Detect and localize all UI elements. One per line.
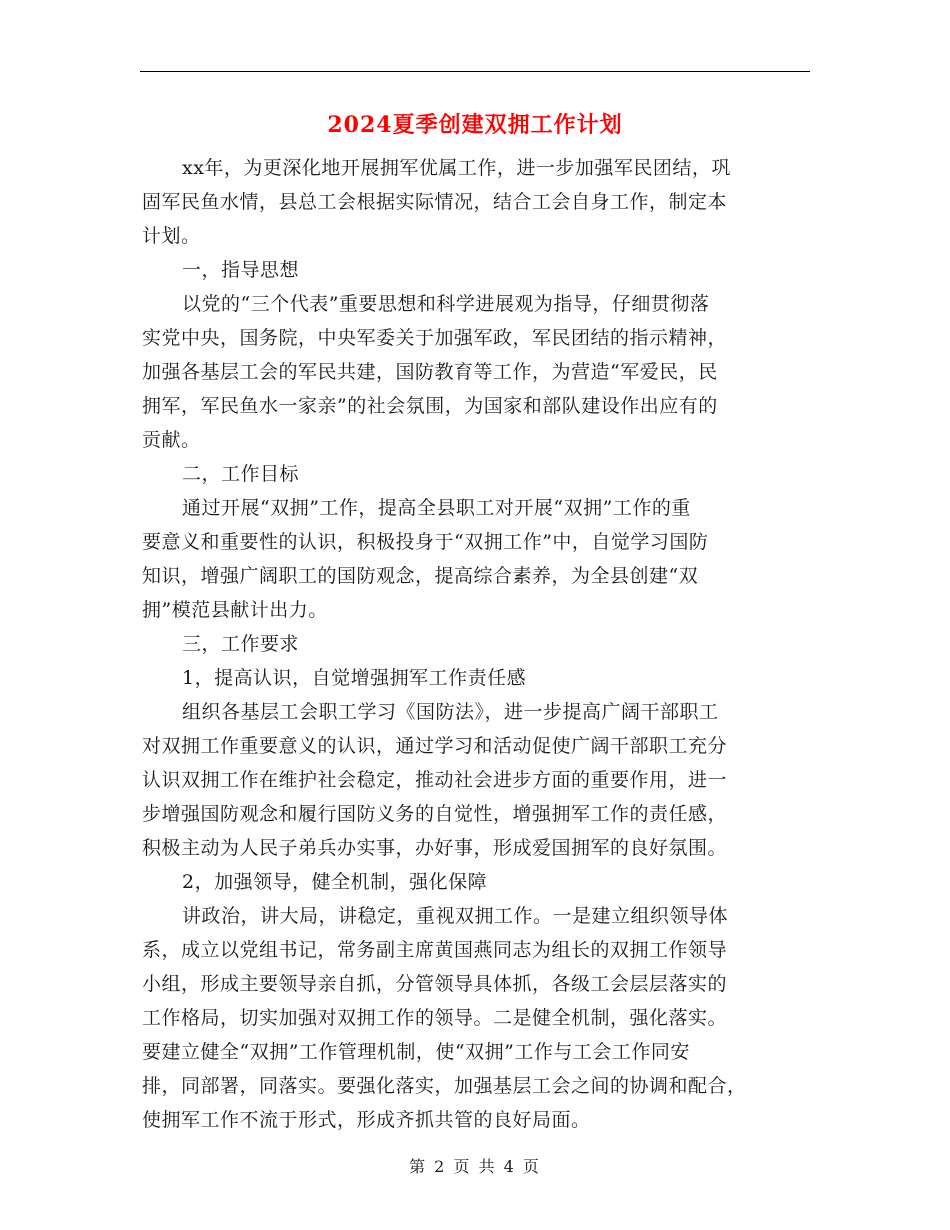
page-footer: 第 2 页 共 4 页 (409, 1157, 541, 1176)
subsection-heading-1: 1，提高认识，自觉增强拥军工作责任感 (182, 667, 527, 689)
text-line: 步增强国防观念和履行国防义务的自觉性，增强拥军工作的责任感， (142, 803, 728, 825)
text-line: 加强各基层工会的军民共建，国防教育等工作，为营造“军爱民，民 (142, 361, 718, 383)
text-line: 系，成立以党组书记，常务副主席黄国燕同志为组长的双拥工作领导 (142, 939, 728, 961)
text-line: 对双拥工作重要意义的认识，通过学习和活动促使广阔干部职工充分 (142, 735, 728, 757)
section-heading-3: 三，工作要求 (182, 633, 300, 655)
text-line: 实党中央，国务院，中央军委关于加强军政，军民团结的指示精神， (142, 327, 728, 349)
text-line: 组织各基层工会职工学习《国防法》，进一步提高广阔干部职工 (182, 701, 719, 723)
text-line: 要建立健全“双拥”工作管理机制，使“双拥”工作与工会工作同安 (142, 1041, 690, 1063)
text-line: 积极主动为人民子弟兵办实事，办好事，形成爱国拥军的良好氛围。 (142, 837, 728, 859)
section-heading-1: 一，指导思想 (182, 259, 300, 281)
text-line: 固军民鱼水情，县总工会根据实际情况，结合工会自身工作，制定本 (142, 191, 728, 213)
text-line: 要意义和重要性的认识，积极投身于“双拥工作”中，自觉学习国防 (142, 531, 709, 553)
text-line: 讲政治，讲大局，讲稳定，重视双拥工作。一是建立组织领导体 (182, 905, 729, 927)
section-heading-2: 二，工作目标 (182, 463, 300, 485)
text-line: 小组，形成主要领导亲自抓，分管领导具体抓，各级工会层层落实的 (142, 973, 728, 995)
text-line: 以党的“三个代表”重要思想和科学进展观为指导，仔细贯彻落 (182, 293, 710, 315)
text-line: 拥”模范县献计出力。 (142, 599, 328, 621)
subsection-heading-2: 2，加强领导，健全机制，强化保障 (182, 871, 488, 893)
text-line: 计划。 (142, 225, 201, 247)
text-line: 知识，增强广阔职工的国防观念，提高综合素养，为全县创建“双 (142, 565, 699, 587)
text-line: 通过开展“双拥”工作，提高全县职工对开展“双拥”工作的重 (182, 497, 691, 519)
header-rule (140, 71, 810, 72)
text-line: 贡献。 (142, 429, 201, 451)
text-line: 拥军，军民鱼水一家亲”的社会氛围，为国家和部队建设作出应有的 (142, 395, 718, 417)
text-line: xx年，为更深化地开展拥军优属工作，进一步加强军民团结，巩 (182, 157, 731, 179)
text-line: 排，同部署，同落实。要强化落实，加强基层工会之间的协调和配合， (142, 1075, 747, 1097)
document-body (142, 151, 810, 1137)
text-line: 认识双拥工作在维护社会稳定，推动社会进步方面的重要作用，进一 (142, 769, 728, 791)
text-line: 使拥军工作不流于形式，形成齐抓共管的良好局面。 (142, 1109, 591, 1131)
document-title: 2024夏季创建双拥工作计划 (327, 112, 623, 138)
text-line: 工作格局，切实加强对双拥工作的领导。二是健全机制，强化落实。 (142, 1007, 728, 1029)
